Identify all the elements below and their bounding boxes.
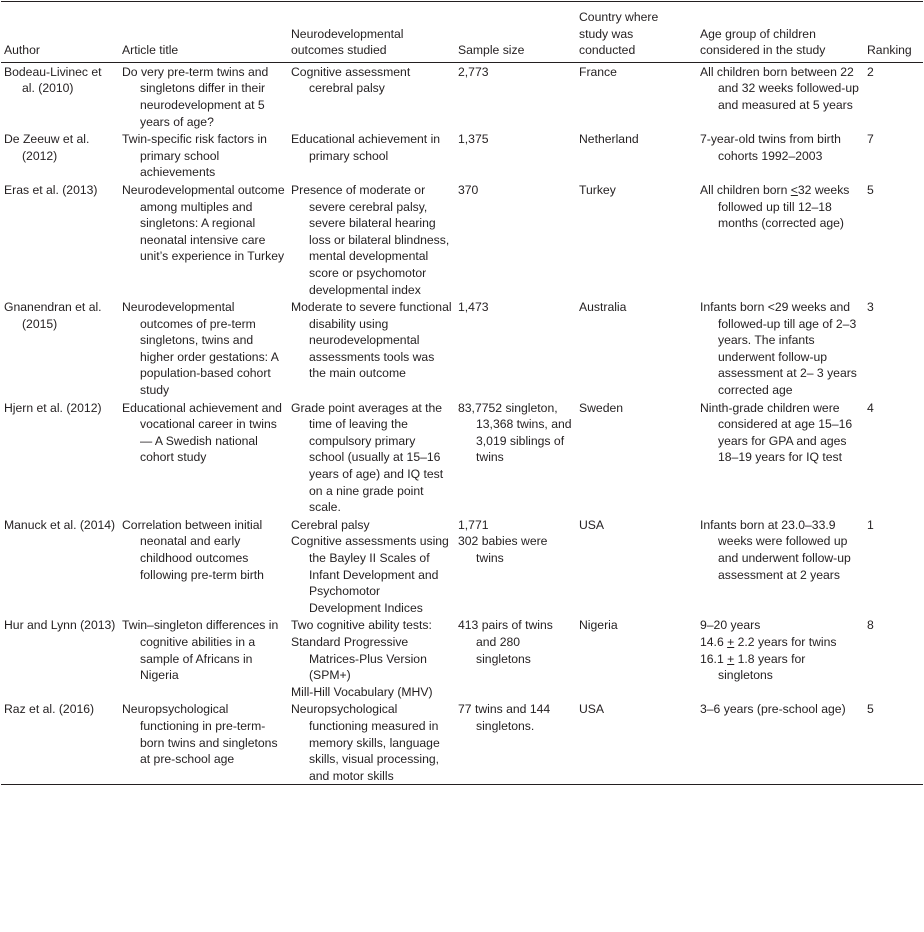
cell-author: Hjern et al. (2012) — [4, 400, 102, 415]
cell-age: All children born between 22 and 32 weeks followed-up and measured at 5 years — [700, 64, 859, 112]
header-age: Age group of children considered in the study — [697, 2, 864, 63]
header-author: Author — [1, 2, 119, 63]
cell-author: Raz et al. (2016) — [1, 700, 119, 784]
cell-sample: 77 twins and 144 singletons. — [455, 700, 576, 784]
header-row — [1, 2, 923, 63]
cell-author: Manuck et al. (2014) — [4, 517, 116, 532]
cell-sample: 370 — [458, 182, 479, 197]
studies-table — [1, 1, 923, 785]
cell-age: Infants born at 23.0–33.9 weeks were followed up and underwent follow-up assessment at 2 years — [700, 517, 851, 582]
cell-country: Netherland — [579, 132, 639, 147]
cell-country: Sweden — [579, 400, 624, 415]
table-row — [1, 700, 923, 784]
cell-title: Twin-specific risk factors in primary school achievements — [122, 132, 267, 180]
cell-author: Hur and Lynn (2013) — [4, 618, 116, 633]
table-row — [1, 516, 923, 617]
cell-ranking: 8 — [867, 618, 874, 633]
cell-country: Turkey — [579, 182, 616, 197]
table-row — [1, 181, 923, 298]
cell-country: Australia — [579, 300, 627, 315]
cell-age: 9–20 years 14.6 + 2.2 years for twins 16.1 + 1.8 years for singletons — [700, 618, 837, 683]
cell-outcomes: Two cognitive ability tests: Standard Progressive Matrices-Plus Version (SPM+) Mill-Hill Vocabulary (MHV) — [291, 618, 433, 699]
cell-ranking: 5 — [867, 182, 874, 197]
cell-country: France — [579, 64, 617, 79]
cell-sample: 83,7752 singleton, 13,368 twins, and 3,019 siblings of twins — [458, 400, 572, 465]
header-sample: Sample size — [455, 2, 576, 63]
cell-country: USA — [579, 517, 605, 532]
cell-ranking: 2 — [867, 64, 874, 79]
cell-sample: 413 pairs of twins and 280 singletons — [458, 618, 553, 666]
cell-ranking: 5 — [864, 700, 923, 784]
cell-country: USA — [576, 700, 697, 784]
cell-title: Neuropsychological functioning in pre-term-born twins and singletons at pre-school age — [119, 700, 288, 784]
header-title: Article title — [119, 2, 288, 63]
table-row — [1, 616, 923, 700]
cell-title: Educational achievement and vocational career in twins — A Swedish national cohort study — [122, 400, 282, 465]
cell-outcomes: Cognitive assessment cerebral palsy — [291, 64, 411, 96]
cell-author: Eras et al. (2013) — [4, 182, 98, 197]
cell-sample: 1,473 — [458, 300, 489, 315]
cell-title: Correlation between initial neonatal and early childhood outcomes following pre-term birth — [122, 517, 264, 582]
cell-sample: 1,375 — [458, 132, 489, 147]
cell-author: Bodeau-Livinec et al. (2010) — [4, 64, 102, 96]
table-row — [1, 399, 923, 516]
cell-author: De Zeeuw et al. (2012) — [4, 132, 90, 163]
cell-outcomes: Grade point averages at the time of leaving the compulsory primary school (usually at 15–16 years of age) and IQ test on a nine grade point scale. — [291, 400, 444, 515]
cell-age: 7-year-old twins from birth cohorts 1992–2003 — [700, 132, 841, 163]
cell-outcomes: Cerebral palsy Cognitive assessments using the Bayley II Scales of Infant Development and Psychomotor Development Indices — [291, 517, 449, 615]
table-row — [1, 298, 923, 399]
cell-sample: 2,773 — [458, 64, 489, 79]
cell-age: Ninth-grade children were considered at age 15–16 years for GPA and ages 18–19 years for IQ test — [700, 400, 853, 465]
cell-age: Infants born <29 weeks and followed-up till age of 2–3 years. The infants underwent follow-up assessment at 2– 3 years corrected age — [700, 300, 857, 398]
cell-age: All children born <32 weeks followed up till 12–18 months (corrected age) — [700, 182, 850, 231]
cell-ranking: 1 — [867, 517, 874, 532]
cell-outcomes: Moderate to severe functional disability using neurodevelopmental assessments tools was the main outcome — [291, 300, 452, 381]
cell-title: Twin–singleton differences in cognitive abilities in a sample of Africans in Nigeria — [122, 618, 279, 683]
cell-country: Nigeria — [579, 618, 618, 633]
header-outcomes: Neurodevelopmental outcomes studied — [288, 2, 455, 63]
cell-ranking: 3 — [867, 300, 874, 315]
cell-ranking: 7 — [867, 132, 874, 147]
table-row — [1, 62, 923, 130]
header-ranking: Ranking — [864, 2, 923, 63]
cell-ranking: 4 — [867, 400, 874, 415]
cell-age: 3–6 years (pre-school age) — [697, 700, 864, 784]
cell-outcomes: Presence of moderate or severe cerebral palsy, severe bilateral hearing loss or bilateral blindness, mental developmental score or psychomotor developmental index — [291, 182, 450, 297]
cell-sample: 1,771 302 babies were twins — [458, 517, 548, 565]
table-row — [1, 130, 923, 181]
cell-outcomes: Educational achievement in primary school — [291, 132, 441, 163]
cell-outcomes: Neuropsychological functioning measured in memory skills, language skills, visual processing, and motor skills — [288, 700, 455, 784]
cell-author: Gnanendran et al. (2015) — [4, 300, 102, 331]
cell-title: Do very pre-term twins and singletons differ in their neurodevelopment at 5 years of age? — [122, 64, 269, 129]
cell-title: Neurodevelopmental outcome among multiples and singletons: A regional neonatal intensive care unit’s experience in Turkey — [122, 182, 285, 264]
cell-title: Neurodevelopmental outcomes of pre-term singletons, twins and higher order gestations: A population-based cohort study — [122, 300, 279, 398]
header-country: Country where study was conducted — [576, 2, 697, 63]
